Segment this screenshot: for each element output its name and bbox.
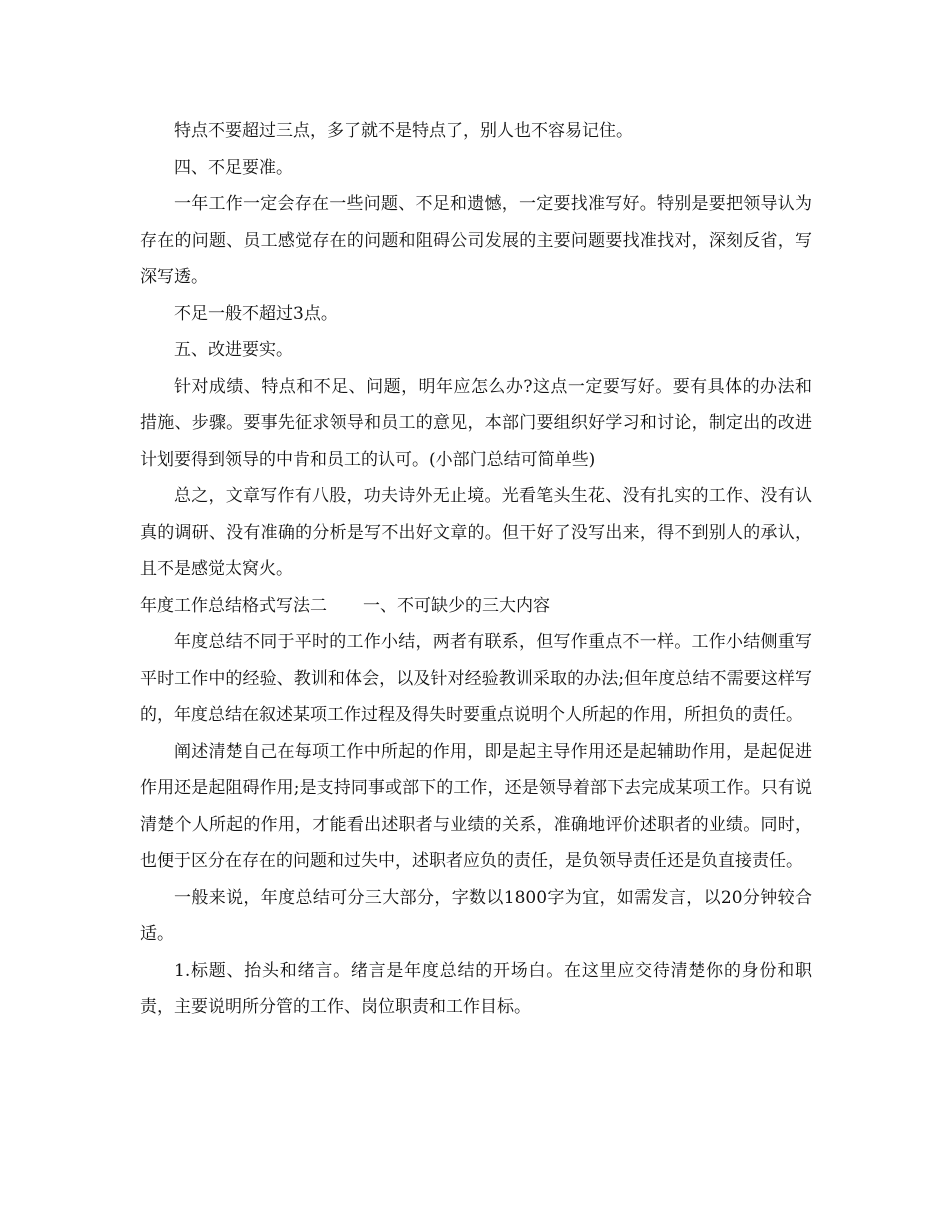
document-page: [140, 113, 812, 1026]
article-title: 年度工作总结格式写法二: [140, 595, 327, 616]
section-heading-four: 四、不足要准。: [174, 157, 293, 178]
paragraph: 1.标题、抬头和绪言。绪言是年度总结的开场白。在这里应交待清楚你的身份和职责，主要说明所分管的工作、岗位职责和工作目标。: [140, 960, 812, 1017]
article-heading: [140, 588, 812, 625]
paragraph: 一般来说，年度总结可分三大部分，字数以1800字为宜，如需发言，以20分钟较合适。: [140, 887, 812, 944]
paragraph: 特点不要超过三点，多了就不是特点了，别人也不容易记住。: [174, 121, 633, 141]
paragraph: 一年工作一定会存在一些问题、不足和遗憾，一定要找准写好。特别是要把领导认为存在的问题、员工感觉存在的问题和阻碍公司发展的主要问题要找准找对，深刻反省，写深写透。: [140, 194, 812, 287]
paragraph: 年度总结不同于平时的工作小结，两者有联系，但写作重点不一样。工作小结侧重写平时工作中的经验、教训和体会，以及针对经验教训采取的办法;但年度总结不需要这样写的，年度总结在叙述某项工作过程及得失时要重点说明个人所起的作用，所担负的责任。: [140, 632, 812, 725]
section-heading-five: 五、改进要实。: [174, 340, 293, 360]
paragraph: 阐述清楚自己在每项工作中所起的作用，即是起主导作用还是起辅助作用，是起促进作用还是起阻碍作用;是支持同事或部下的工作，还是领导着部下去完成某项工作。只有说清楚个人所起的作用，才能看出述职者与业绩的关系，准确地评价述职者的业绩。同时，也便于区分在存在的问题和过失中，述职者应负的责任，是负领导责任还是负直接责任。: [140, 741, 812, 871]
paragraph: 针对成绩、特点和不足、问题，明年应怎么办?这点一定要写好。要有具体的办法和措施、步骤。要事先征求领导和员工的意见，本部门要组织好学习和讨论，制定出的改进计划要得到领导的中肯和员工的认可。(小部门总结可简单些): [140, 376, 812, 470]
article-subtitle: 一、不可缺少的三大内容: [363, 595, 550, 616]
paragraph: 总之，文章写作有八股，功夫诗外无止境。光看笔头生花、没有扎实的工作、没有认真的调研、没有准确的分析是写不出好文章的。但干好了没写出来，得不到别人的承认，且不是感觉太窝火。: [140, 486, 812, 579]
paragraph: 不足一般不超过3点。: [174, 303, 338, 324]
